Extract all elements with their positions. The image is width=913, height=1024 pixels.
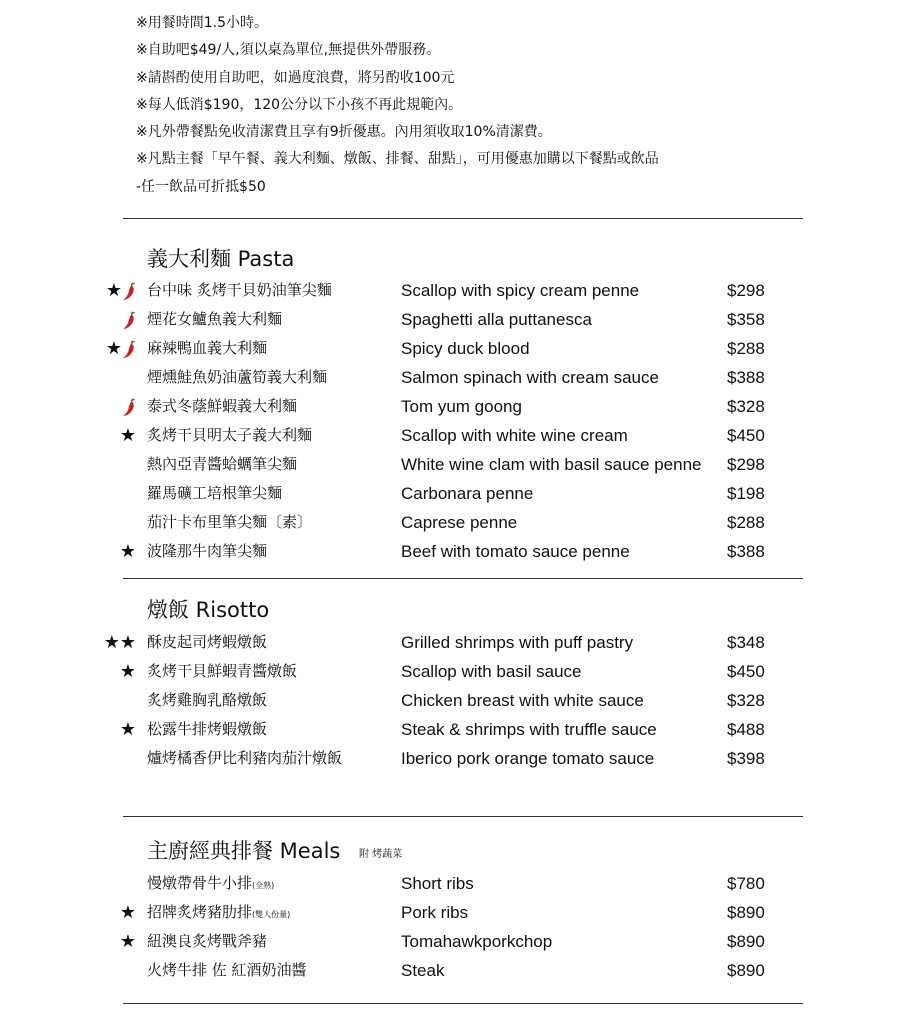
item-price: $358 bbox=[727, 310, 765, 329]
item-price: $488 bbox=[727, 720, 765, 739]
section-subtitle-meals: 附 烤蔬菜 bbox=[359, 848, 403, 860]
item-name-zh-text: 台中味 炙烤干貝奶油筆尖麵 bbox=[147, 281, 332, 299]
divider bbox=[123, 816, 803, 817]
chili-pepper-icon bbox=[122, 281, 136, 301]
item-price: $890 bbox=[727, 961, 765, 980]
item-price: $450 bbox=[727, 662, 765, 681]
section-title-risotto: 燉飯 Risotto bbox=[147, 598, 270, 622]
star-icon: ★ bbox=[105, 337, 122, 359]
menu-item-row bbox=[100, 421, 800, 450]
menu-item-row bbox=[100, 363, 800, 392]
item-portion-note: (全熟) bbox=[252, 881, 275, 890]
chili-pepper-icon bbox=[122, 339, 136, 359]
item-name-en: Spaghetti alla puttanesca bbox=[401, 310, 592, 329]
item-name-zh bbox=[147, 628, 267, 657]
item-name-zh-text: 羅馬礦工培根筆尖麵 bbox=[147, 484, 283, 502]
item-price: $348 bbox=[727, 633, 765, 652]
item-marks bbox=[120, 657, 136, 686]
item-price: $388 bbox=[727, 368, 765, 387]
item-name-zh bbox=[147, 744, 342, 773]
item-name-zh-text: 慢燉帶骨牛小排 bbox=[147, 874, 253, 892]
item-name-zh bbox=[147, 450, 297, 479]
item-marks bbox=[106, 276, 136, 305]
star-icon: ★ bbox=[119, 424, 136, 446]
item-name-en: Short ribs bbox=[401, 874, 474, 893]
menu-item-row bbox=[100, 537, 800, 566]
menu-item-row bbox=[100, 628, 800, 657]
item-name-en: Scallop with spicy cream penne bbox=[401, 281, 640, 300]
item-marks bbox=[106, 334, 136, 363]
item-name-zh-text: 炙烤雞胸乳酪燉飯 bbox=[147, 691, 268, 709]
star-icon: ★★ bbox=[103, 631, 136, 653]
menu-item-row bbox=[100, 479, 800, 508]
note-line: ※請斟酌使用自助吧，如過度浪費，將另酌收100元 bbox=[136, 69, 455, 86]
menu-item-row bbox=[100, 450, 800, 479]
menu-item-row bbox=[100, 869, 800, 898]
divider bbox=[123, 1003, 803, 1004]
item-name-zh bbox=[147, 305, 282, 334]
menu-item-row bbox=[100, 276, 800, 305]
item-name-en: Steak & shrimps with truffle sauce bbox=[401, 720, 657, 739]
menu-item-row bbox=[100, 392, 800, 421]
menu-item-row bbox=[100, 956, 800, 985]
note-line: -任一飲品可折抵$50 bbox=[136, 178, 266, 195]
item-name-zh-text: 茄汁卡布里筆尖麵〔素〕 bbox=[147, 513, 313, 531]
item-name-zh bbox=[147, 869, 274, 900]
item-portion-note: (雙人份量) bbox=[252, 910, 291, 919]
item-name-en: Beef with tomato sauce penne bbox=[401, 542, 630, 561]
item-price: $298 bbox=[727, 455, 765, 474]
item-name-zh-text: 紐澳良炙烤戰斧豬 bbox=[147, 932, 268, 950]
item-marks bbox=[120, 898, 136, 927]
item-name-zh bbox=[147, 927, 267, 956]
divider bbox=[123, 218, 803, 219]
item-name-zh-text: 爐烤橘香伊比利豬肉茄汁燉飯 bbox=[147, 749, 343, 767]
item-price: $780 bbox=[727, 874, 765, 893]
item-name-zh-text: 煙燻鮭魚奶油蘆筍義大利麵 bbox=[147, 368, 328, 386]
item-name-zh-text: 火烤牛排 佐 紅酒奶油醬 bbox=[147, 961, 307, 979]
item-name-zh-text: 招牌炙烤豬肋排 bbox=[147, 903, 253, 921]
item-name-en: Tomahawkporkchop bbox=[401, 932, 553, 951]
item-price: $398 bbox=[727, 749, 765, 768]
item-name-en: Pork ribs bbox=[401, 903, 469, 922]
item-name-zh bbox=[147, 479, 282, 508]
star-icon: ★ bbox=[119, 660, 136, 682]
section-title-meals bbox=[147, 835, 402, 865]
section-title-meals-text: 主廚經典排餐 Meals bbox=[147, 839, 341, 863]
item-name-en: Scallop with basil sauce bbox=[401, 662, 582, 681]
item-name-zh bbox=[147, 508, 312, 537]
item-price: $388 bbox=[727, 542, 765, 561]
item-price: $890 bbox=[727, 903, 765, 922]
item-price: $198 bbox=[727, 484, 765, 503]
item-name-en: White wine clam with basil sauce penne bbox=[401, 455, 702, 474]
item-name-zh bbox=[147, 334, 267, 363]
item-name-en: Steak bbox=[401, 961, 445, 980]
chili-pepper-icon bbox=[122, 310, 136, 330]
star-icon: ★ bbox=[119, 540, 136, 562]
item-name-zh-text: 炙烤干貝鮮蝦青醬燉飯 bbox=[147, 662, 298, 680]
section-title-pasta: 義大利麵 Pasta bbox=[147, 247, 295, 271]
menu-item-row bbox=[100, 898, 800, 927]
item-name-en: Iberico pork orange tomato sauce bbox=[401, 749, 655, 768]
menu-item-row bbox=[100, 715, 800, 744]
item-name-zh bbox=[147, 363, 327, 392]
item-marks bbox=[104, 628, 136, 657]
item-name-zh bbox=[147, 657, 297, 686]
item-price: $288 bbox=[727, 513, 765, 532]
item-name-en: Carbonara penne bbox=[401, 484, 534, 503]
item-name-en: Grilled shrimps with puff pastry bbox=[401, 633, 634, 652]
item-name-en: Salmon spinach with cream sauce bbox=[401, 368, 659, 387]
item-marks bbox=[120, 715, 136, 744]
item-price: $288 bbox=[727, 339, 765, 358]
item-marks bbox=[122, 392, 136, 421]
menu-item-row bbox=[100, 927, 800, 956]
star-icon: ★ bbox=[119, 901, 136, 923]
item-name-zh bbox=[147, 686, 267, 715]
star-icon: ★ bbox=[119, 718, 136, 740]
item-name-en: Spicy duck blood bbox=[401, 339, 530, 358]
item-name-en: Tom yum goong bbox=[401, 397, 522, 416]
menu-item-row bbox=[100, 305, 800, 334]
menu-item-row bbox=[100, 508, 800, 537]
item-marks bbox=[120, 537, 136, 566]
item-price: $450 bbox=[727, 426, 765, 445]
item-price: $298 bbox=[727, 281, 765, 300]
menu-item-row bbox=[100, 334, 800, 363]
item-name-zh bbox=[147, 956, 307, 985]
item-marks bbox=[122, 305, 136, 334]
item-marks bbox=[120, 421, 136, 450]
item-name-en: Chicken breast with white sauce bbox=[401, 691, 644, 710]
item-name-zh bbox=[147, 392, 297, 421]
item-name-zh bbox=[147, 715, 267, 744]
note-line: ※用餐時間1.5小時。 bbox=[136, 15, 268, 31]
item-name-zh bbox=[147, 898, 290, 929]
star-icon: ★ bbox=[105, 279, 122, 301]
item-name-zh-text: 酥皮起司烤蝦燉飯 bbox=[147, 633, 268, 651]
note-line: ※凡點主餐「早午餐、義大利麵、燉飯、排餐、甜點」，可用優惠加購以下餐點或飲品 bbox=[136, 151, 659, 168]
chili-pepper-icon bbox=[122, 397, 136, 417]
note-line: ※凡外帶餐點免收清潔費且享有9折優惠。內用須收取10%清潔費。 bbox=[136, 124, 552, 141]
item-name-zh bbox=[147, 421, 312, 450]
item-name-zh-text: 炙烤干貝明太子義大利麵 bbox=[147, 426, 313, 444]
item-name-zh bbox=[147, 276, 332, 305]
item-name-zh-text: 松露牛排烤蝦燉飯 bbox=[147, 720, 268, 738]
item-name-zh bbox=[147, 537, 267, 566]
item-name-en: Caprese penne bbox=[401, 513, 518, 532]
menu-item-row bbox=[100, 744, 800, 773]
note-line: ※自助吧$49/人,須以桌為單位,無提供外帶服務。 bbox=[136, 42, 441, 59]
menu-item-row bbox=[100, 686, 800, 715]
star-icon: ★ bbox=[119, 930, 136, 952]
note-line: ※每人低消$190，120公分以下小孩不再此規範內。 bbox=[136, 96, 463, 113]
item-name-zh-text: 熱內亞青醬蛤蠣筆尖麵 bbox=[147, 455, 298, 473]
item-name-zh-text: 煙花女鱸魚義大利麵 bbox=[147, 310, 283, 328]
item-name-zh-text: 麻辣鴨血義大利麵 bbox=[147, 339, 268, 357]
item-price: $328 bbox=[727, 691, 765, 710]
divider bbox=[123, 578, 803, 579]
item-name-zh-text: 波隆那牛肉筆尖麵 bbox=[147, 542, 268, 560]
item-price: $328 bbox=[727, 397, 765, 416]
notes-block bbox=[136, 10, 836, 201]
item-marks bbox=[120, 927, 136, 956]
item-name-zh-text: 泰式冬蔭鮮蝦義大利麵 bbox=[147, 397, 298, 415]
item-price: $890 bbox=[727, 932, 765, 951]
menu-item-row bbox=[100, 657, 800, 686]
item-name-en: Scallop with white wine cream bbox=[401, 426, 628, 445]
